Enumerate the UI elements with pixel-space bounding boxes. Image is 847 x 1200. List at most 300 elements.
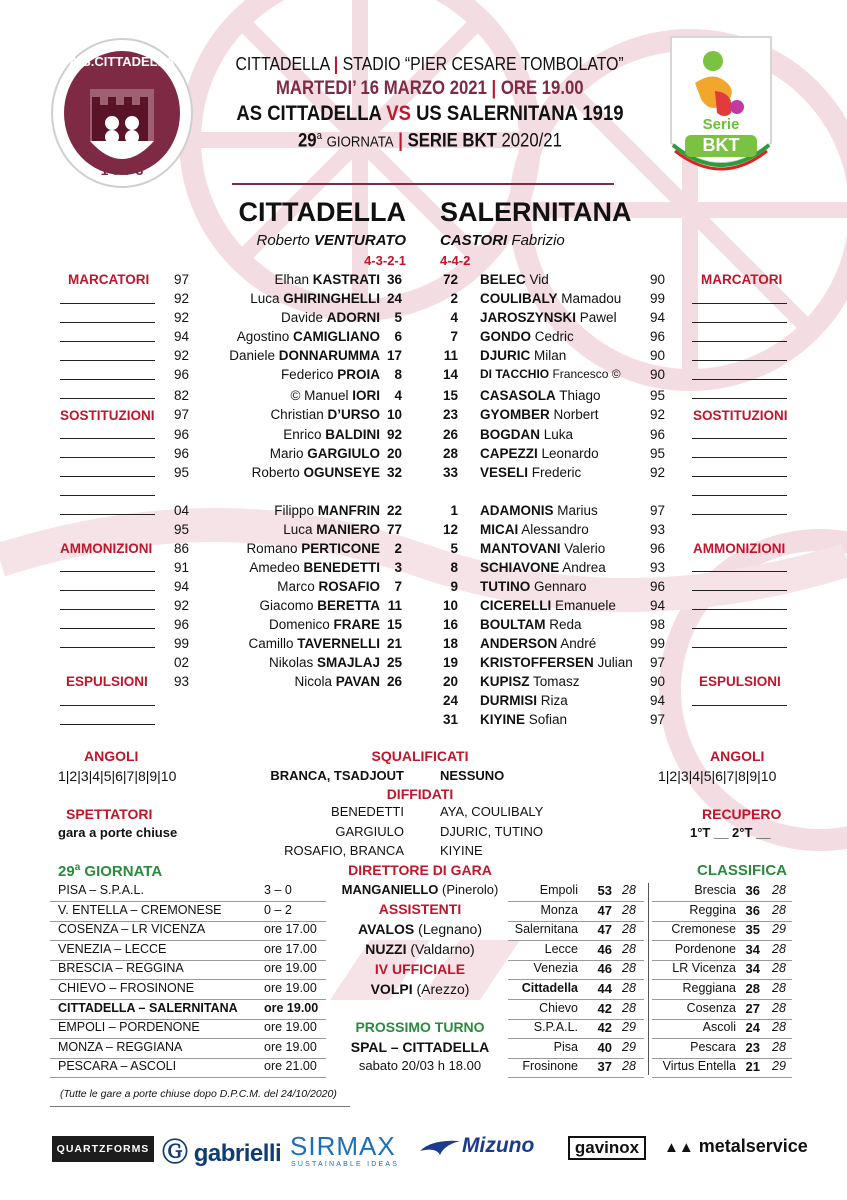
metalservice-text: metalservice: [698, 1136, 808, 1156]
write-in-line[interactable]: [692, 457, 787, 458]
player-last-name: VESELI: [480, 465, 529, 480]
footnote-divider: [50, 1106, 350, 1107]
header-round-sup: a: [316, 130, 323, 142]
player-name: [180, 463, 380, 482]
mizuno-runbird-icon: [418, 1137, 462, 1159]
giornata-title-sup: a: [74, 862, 81, 873]
classifica-played: 28: [772, 1039, 786, 1054]
player-name: [180, 615, 380, 634]
player-number: 28: [442, 446, 458, 461]
player-number: 7: [394, 579, 402, 594]
write-in-line[interactable]: [60, 705, 155, 706]
home-coach-last: VENTURATO: [314, 232, 406, 249]
classifica-points: 35: [745, 922, 760, 938]
classifica-team: Reggina: [689, 902, 736, 917]
player-birth-year: 97: [650, 503, 666, 518]
write-in-line[interactable]: [692, 609, 787, 610]
write-in-line[interactable]: [692, 322, 787, 323]
player-first-name: Mario: [269, 446, 304, 461]
recupero-value: 1°T __ 2°T __: [690, 825, 771, 840]
header-line-date: [200, 78, 660, 100]
player-number: 21: [386, 636, 402, 651]
write-in-line[interactable]: [692, 341, 787, 342]
player-last-name: BELEC: [480, 272, 526, 287]
player-number: 4: [394, 388, 402, 403]
classifica-points: 40: [597, 1039, 612, 1055]
write-in-line[interactable]: [60, 514, 155, 515]
away-espulsioni-label: ESPULSIONI: [699, 674, 781, 689]
player-first-name: Julian: [597, 655, 633, 670]
write-in-line[interactable]: [60, 571, 155, 572]
header-line-venue: [200, 54, 660, 75]
write-in-line[interactable]: [60, 379, 155, 380]
player-name: [480, 444, 599, 463]
player-last-name: BERETTA: [317, 598, 380, 613]
giornata-match-result: ore 17.00: [264, 941, 317, 956]
classifica-played: 28: [772, 1020, 786, 1035]
player-last-name: KASTRATI: [312, 272, 380, 287]
home-coach-first: Roberto: [256, 232, 310, 249]
player-name: [180, 444, 380, 463]
home-angoli-label: ANGOLI: [84, 748, 139, 764]
write-in-line[interactable]: [692, 628, 787, 629]
giornata-title-num: 29: [58, 863, 75, 880]
classifica-points: 36: [745, 902, 760, 918]
giornata-match-teams: BRESCIA – REGGINA: [58, 961, 184, 976]
home-sostituzioni-label: SOSTITUZIONI: [60, 408, 155, 423]
player-last-name: ANDERSON: [480, 636, 558, 651]
write-in-line[interactable]: [60, 360, 155, 361]
giornata-match-result: ore 21.00: [264, 1059, 317, 1074]
player-last-name: ADORNI: [326, 310, 380, 325]
player-first-name: Davide: [280, 310, 323, 325]
player-first-name: Alessandro: [521, 522, 589, 537]
player-name: [480, 710, 567, 729]
squalificati-label: SQUALIFICATI: [371, 748, 469, 764]
player-birth-year: 95: [174, 522, 190, 537]
player-birth-year: 04: [174, 503, 190, 518]
player-first-name: Mamadou: [561, 291, 622, 306]
player-last-name: PROIA: [337, 367, 380, 382]
player-number: 15: [386, 617, 402, 632]
classifica-played: 28: [622, 1059, 636, 1074]
player-name: [180, 577, 380, 596]
player-last-name: CAMIGLIANO: [293, 329, 380, 344]
player-last-name: BOGDAN: [480, 427, 540, 442]
header-home-team: AS CITTADELLA: [236, 102, 382, 125]
player-birth-year: 96: [650, 541, 666, 556]
player-name: [180, 327, 380, 346]
player-last-name: DJURIC: [480, 348, 531, 363]
classifica-team: Venezia: [533, 961, 578, 976]
player-number: 8: [394, 367, 402, 382]
player-last-name: GHIRINGHELLI: [283, 291, 380, 306]
away-team-name: SALERNITANA: [440, 197, 632, 227]
player-last-name: KIYINE: [480, 712, 526, 727]
player-name: [480, 615, 582, 634]
giornata-match-result: 0 – 2: [264, 902, 292, 917]
classifica-team: Pisa: [553, 1039, 578, 1054]
write-in-line[interactable]: [692, 476, 787, 477]
diffidati-label: DIFFIDATI: [386, 786, 454, 802]
player-number: 22: [386, 503, 402, 518]
player-first-name: Marco: [277, 579, 315, 594]
player-name: [180, 308, 380, 327]
classifica-team: Virtus Entella: [662, 1059, 736, 1074]
header-round-number: 29: [298, 130, 317, 152]
player-name: [180, 634, 380, 653]
player-last-name: ROSAFIO: [318, 579, 380, 594]
player-number: 12: [442, 522, 458, 537]
diffidati-home-3: ROSAFIO, BRANCA: [284, 843, 404, 858]
header-stadium: STADIO “PIER CESARE TOMBOLATO”: [343, 54, 625, 74]
player-first-name: Milan: [534, 348, 567, 363]
player-birth-year: 96: [174, 367, 190, 382]
write-in-line[interactable]: [692, 398, 787, 399]
write-in-line[interactable]: [60, 438, 155, 439]
player-first-name: Reda: [549, 617, 582, 632]
player-name: [180, 520, 380, 539]
classifica-points: 47: [597, 902, 612, 918]
giornata-match-result: ore 19.00: [264, 1020, 317, 1035]
giornata-match-result: ore 19.00: [264, 961, 317, 976]
player-name: [180, 425, 380, 444]
direttore-city: (Pinerolo): [442, 882, 499, 897]
player-first-name: Agostino: [236, 329, 290, 344]
write-in-line[interactable]: [60, 457, 155, 458]
player-first-name: Thiago: [559, 388, 601, 403]
write-in-line[interactable]: [692, 514, 787, 515]
player-birth-year: 97: [174, 407, 190, 422]
classifica-points: 42: [597, 1020, 612, 1036]
away-angoli-label: ANGOLI: [710, 748, 765, 764]
player-last-name: TUTINO: [480, 579, 531, 594]
player-name: [480, 463, 581, 482]
write-in-line[interactable]: [692, 438, 787, 439]
player-name: [480, 365, 621, 384]
player-birth-year: 93: [174, 674, 190, 689]
assistente-2-city: (Valdarno): [410, 941, 475, 957]
player-name: [480, 501, 598, 520]
player-number: 10: [442, 598, 458, 613]
direttore-name: MANGANIELLO: [341, 882, 439, 897]
player-name: [180, 405, 380, 424]
player-name: [180, 270, 380, 289]
assistenti-label: ASSISTENTI: [378, 901, 462, 917]
player-first-name: Domenico: [268, 617, 330, 632]
player-number: 5: [394, 310, 402, 325]
player-first-name: Sofian: [528, 712, 568, 727]
giornata-match-teams: PESCARA – ASCOLI: [58, 1059, 177, 1074]
write-in-line[interactable]: [60, 609, 155, 610]
player-last-name: TAVERNELLI: [297, 636, 380, 651]
player-name: [180, 501, 380, 520]
recupero-label: RECUPERO: [702, 806, 782, 822]
player-first-name: Riza: [540, 693, 568, 708]
player-name: [180, 558, 380, 577]
classifica-points: 53: [597, 883, 612, 898]
giornata-match-teams: CHIEVO – FROSINONE: [58, 981, 195, 995]
player-number: 92: [386, 427, 402, 442]
header-season: 2020/21: [501, 130, 562, 152]
classifica-team: LR Vicenza: [672, 961, 736, 976]
write-in-line[interactable]: [60, 628, 155, 629]
player-birth-year: 96: [174, 446, 190, 461]
spettatori-value: gara a porte chiuse: [58, 825, 178, 840]
player-last-name: GARGIULO: [307, 446, 380, 461]
classifica-points: 42: [597, 1000, 612, 1016]
player-last-name: PERTICONE: [301, 541, 380, 556]
player-number: 25: [386, 655, 402, 670]
quarto-uomo-label: IV UFFICIALE: [374, 961, 466, 977]
write-in-line[interactable]: [692, 705, 787, 706]
home-team-name: CITTADELLA: [238, 197, 406, 227]
away-angoli-values: 1|2|3|4|5|6|7|8|9|10: [658, 768, 777, 784]
player-birth-year: 91: [174, 560, 190, 575]
player-birth-year: 99: [650, 291, 666, 306]
player-number: 7: [450, 329, 458, 344]
diffidati-home-2: GARGIULO: [335, 824, 404, 839]
away-sostituzioni-label: SOSTITUZIONI: [693, 408, 788, 423]
player-birth-year: 94: [650, 693, 666, 708]
player-birth-year: 02: [174, 655, 190, 670]
player-last-name: DI TACCHIO: [480, 367, 550, 381]
player-last-name: OGUNSEYE: [303, 465, 380, 480]
player-birth-year: 94: [650, 598, 666, 613]
spettatori-label: SPETTATORI: [66, 806, 153, 822]
prossimo-turno-date: sabato 20/03 h 18.00: [358, 1058, 482, 1073]
player-name: [480, 308, 617, 327]
classifica-team: Chievo: [539, 1000, 578, 1015]
player-name: [480, 634, 596, 653]
classifica-played: 29: [772, 922, 786, 937]
player-birth-year: 94: [174, 579, 190, 594]
quarto-uomo-name: VOLPI: [370, 981, 413, 997]
player-first-name: Luca: [283, 522, 313, 537]
player-number: 1: [450, 503, 458, 518]
player-first-name: Nikolas: [268, 655, 314, 670]
classifica-points: 46: [597, 941, 612, 957]
giornata-match-result: 3 – 0: [264, 883, 292, 897]
sponsor-quartzforms: QUARTZFORMS: [52, 1136, 154, 1162]
player-first-name: Leonardo: [541, 446, 599, 461]
player-name: [180, 653, 380, 672]
write-in-line[interactable]: [60, 724, 155, 725]
player-number: 5: [450, 541, 458, 556]
player-first-name: Frederic: [531, 465, 582, 480]
serie-logo-text: Serie: [702, 116, 740, 133]
player-birth-year: 96: [650, 329, 666, 344]
player-name: [180, 289, 380, 308]
player-first-name: Daniele: [229, 348, 275, 363]
bkt-logo-text: BKT: [702, 135, 740, 155]
sponsor-gabrielli: [162, 1132, 281, 1169]
player-birth-year: 98: [650, 617, 666, 632]
diffidati-away-2: DJURIC, TUTINO: [440, 824, 544, 839]
assistente-1-name: AVALOS: [358, 921, 415, 937]
player-name: [180, 386, 380, 405]
player-birth-year: 95: [650, 388, 666, 403]
player-name: [180, 596, 380, 615]
player-number: 23: [442, 407, 458, 422]
write-in-line[interactable]: [692, 495, 787, 496]
player-birth-year: 92: [174, 310, 190, 325]
player-first-name: Francesco ©: [552, 367, 621, 381]
write-in-line[interactable]: [692, 647, 787, 648]
write-in-line[interactable]: [60, 476, 155, 477]
classifica-points: 28: [745, 981, 760, 996]
write-in-line[interactable]: [60, 495, 155, 496]
player-number: 2: [450, 291, 458, 306]
player-name: [480, 270, 549, 289]
player-number: 24: [386, 291, 402, 306]
player-name: [180, 346, 380, 365]
player-number: 2: [394, 541, 402, 556]
write-in-line[interactable]: [60, 590, 155, 591]
player-name: [480, 672, 580, 691]
classifica-team: Cittadella: [521, 981, 578, 995]
player-birth-year: 90: [650, 674, 666, 689]
player-first-name: Federico: [280, 367, 334, 382]
player-birth-year: 90: [650, 348, 666, 363]
player-birth-year: 96: [174, 617, 190, 632]
player-first-name: Filippo: [274, 503, 314, 518]
giornata-match-teams: PISA – S.P.A.L.: [58, 883, 144, 897]
player-last-name: D’URSO: [327, 407, 380, 422]
giornata-row-divider: [50, 1077, 326, 1078]
player-first-name: Cedric: [534, 329, 574, 344]
away-coach-last: CASTORI: [440, 232, 508, 249]
player-first-name: Amedeo: [249, 560, 300, 575]
classifica-team: Pescara: [690, 1039, 736, 1054]
player-name: [480, 327, 574, 346]
player-number: 10: [386, 407, 402, 422]
player-birth-year: 92: [650, 465, 666, 480]
write-in-line[interactable]: [60, 398, 155, 399]
player-birth-year: 94: [174, 329, 190, 344]
player-number: 17: [386, 348, 402, 363]
giornata-title-label: GIORNATA: [84, 863, 163, 880]
player-name: [480, 520, 589, 539]
write-in-line[interactable]: [692, 571, 787, 572]
write-in-line[interactable]: [692, 379, 787, 380]
squalificati-home: BRANCA, TSADJOUT: [270, 768, 404, 783]
player-number: 26: [386, 674, 402, 689]
player-first-name: Gennaro: [534, 579, 587, 594]
player-first-name: Norbert: [553, 407, 599, 422]
classifica-played: 28: [772, 941, 786, 956]
diffidati-home-1: BENEDETTI: [331, 804, 404, 819]
write-in-line[interactable]: [60, 341, 155, 342]
home-marcatori-label: MARCATORI: [68, 272, 150, 287]
classifica-team: Ascoli: [702, 1020, 736, 1035]
write-in-line[interactable]: [60, 647, 155, 648]
classifica-divider: [648, 883, 649, 1075]
player-last-name: MICAI: [480, 522, 519, 537]
classifica-team: Cremonese: [671, 922, 736, 937]
giornata-match-result: ore 19.00: [264, 1039, 317, 1054]
header-divider: [232, 183, 614, 185]
classifica-played: 28: [622, 902, 636, 917]
away-ammonizioni-label: AMMONIZIONI: [693, 541, 786, 556]
write-in-line[interactable]: [60, 322, 155, 323]
home-formation: 4-3-2-1: [364, 253, 406, 268]
header-separator: |: [491, 78, 497, 99]
player-birth-year: 96: [650, 427, 666, 442]
player-birth-year: 94: [650, 310, 666, 325]
direttore-label: DIRETTORE DI GARA: [348, 862, 492, 878]
player-last-name: MANTOVANI: [480, 541, 561, 556]
header-line-match: [200, 102, 660, 126]
player-number: 8: [450, 560, 458, 575]
player-birth-year: 93: [650, 560, 666, 575]
classifica-points: 34: [745, 941, 760, 957]
home-espulsioni-label: ESPULSIONI: [66, 674, 148, 689]
crest-top-text: A.S.CITTADELLA: [69, 54, 175, 69]
player-birth-year: 90: [650, 367, 666, 382]
home-ammonizioni-label: AMMONIZIONI: [60, 541, 153, 556]
metalservice-mark-icon: ▲▲: [664, 1139, 694, 1156]
header-line-round: [200, 130, 660, 152]
header-round-label: GIORNATA: [326, 133, 394, 151]
player-birth-year: 99: [174, 636, 190, 651]
player-number: 24: [442, 693, 458, 708]
player-first-name: Vid: [529, 272, 549, 287]
giornata-match-result: ore 19.00: [264, 981, 317, 995]
player-last-name: SCHIAVONE: [480, 560, 560, 575]
player-first-name: Nicola: [294, 674, 332, 689]
player-name: [480, 425, 573, 444]
player-last-name: CASASOLA: [480, 388, 556, 403]
player-birth-year: 97: [650, 655, 666, 670]
player-last-name: JAROSZYNSKI: [480, 310, 577, 325]
player-first-name: Marius: [557, 503, 598, 518]
write-in-line[interactable]: [692, 303, 787, 304]
classifica-team: Empoli: [539, 883, 578, 897]
classifica-played: 28: [622, 941, 636, 956]
player-birth-year: 92: [174, 291, 190, 306]
player-number: 15: [442, 388, 458, 403]
classifica-points: 37: [597, 1059, 612, 1075]
player-number: 4: [450, 310, 458, 325]
player-name: [480, 558, 606, 577]
player-number: 77: [386, 522, 402, 537]
player-first-name: Romano: [246, 541, 298, 556]
player-last-name: MANFRIN: [317, 503, 380, 518]
player-first-name: Elhan: [274, 272, 309, 287]
classifica-points: 21: [745, 1059, 760, 1075]
write-in-line[interactable]: [60, 303, 155, 304]
player-last-name: ADAMONIS: [480, 503, 554, 518]
player-last-name: SMAJLAJ: [316, 655, 380, 670]
player-birth-year: 92: [174, 348, 190, 363]
player-birth-year: 96: [174, 427, 190, 442]
classifica-points: 27: [745, 1000, 760, 1016]
player-birth-year: 96: [650, 579, 666, 594]
player-last-name: COULIBALY: [480, 291, 558, 306]
classifica-points: 47: [597, 922, 612, 938]
sponsor-mizuno: Mizuno: [462, 1134, 535, 1157]
classifica-played: 28: [772, 961, 786, 976]
write-in-line[interactable]: [692, 590, 787, 591]
player-first-name: Valerio: [564, 541, 606, 556]
classifica-team: S.P.A.L.: [533, 1020, 578, 1035]
away-marcatori-label: MARCATORI: [701, 272, 783, 287]
write-in-line[interactable]: [692, 360, 787, 361]
player-birth-year: 99: [650, 636, 666, 651]
player-last-name: GONDO: [480, 329, 532, 344]
player-birth-year: 93: [650, 522, 666, 537]
